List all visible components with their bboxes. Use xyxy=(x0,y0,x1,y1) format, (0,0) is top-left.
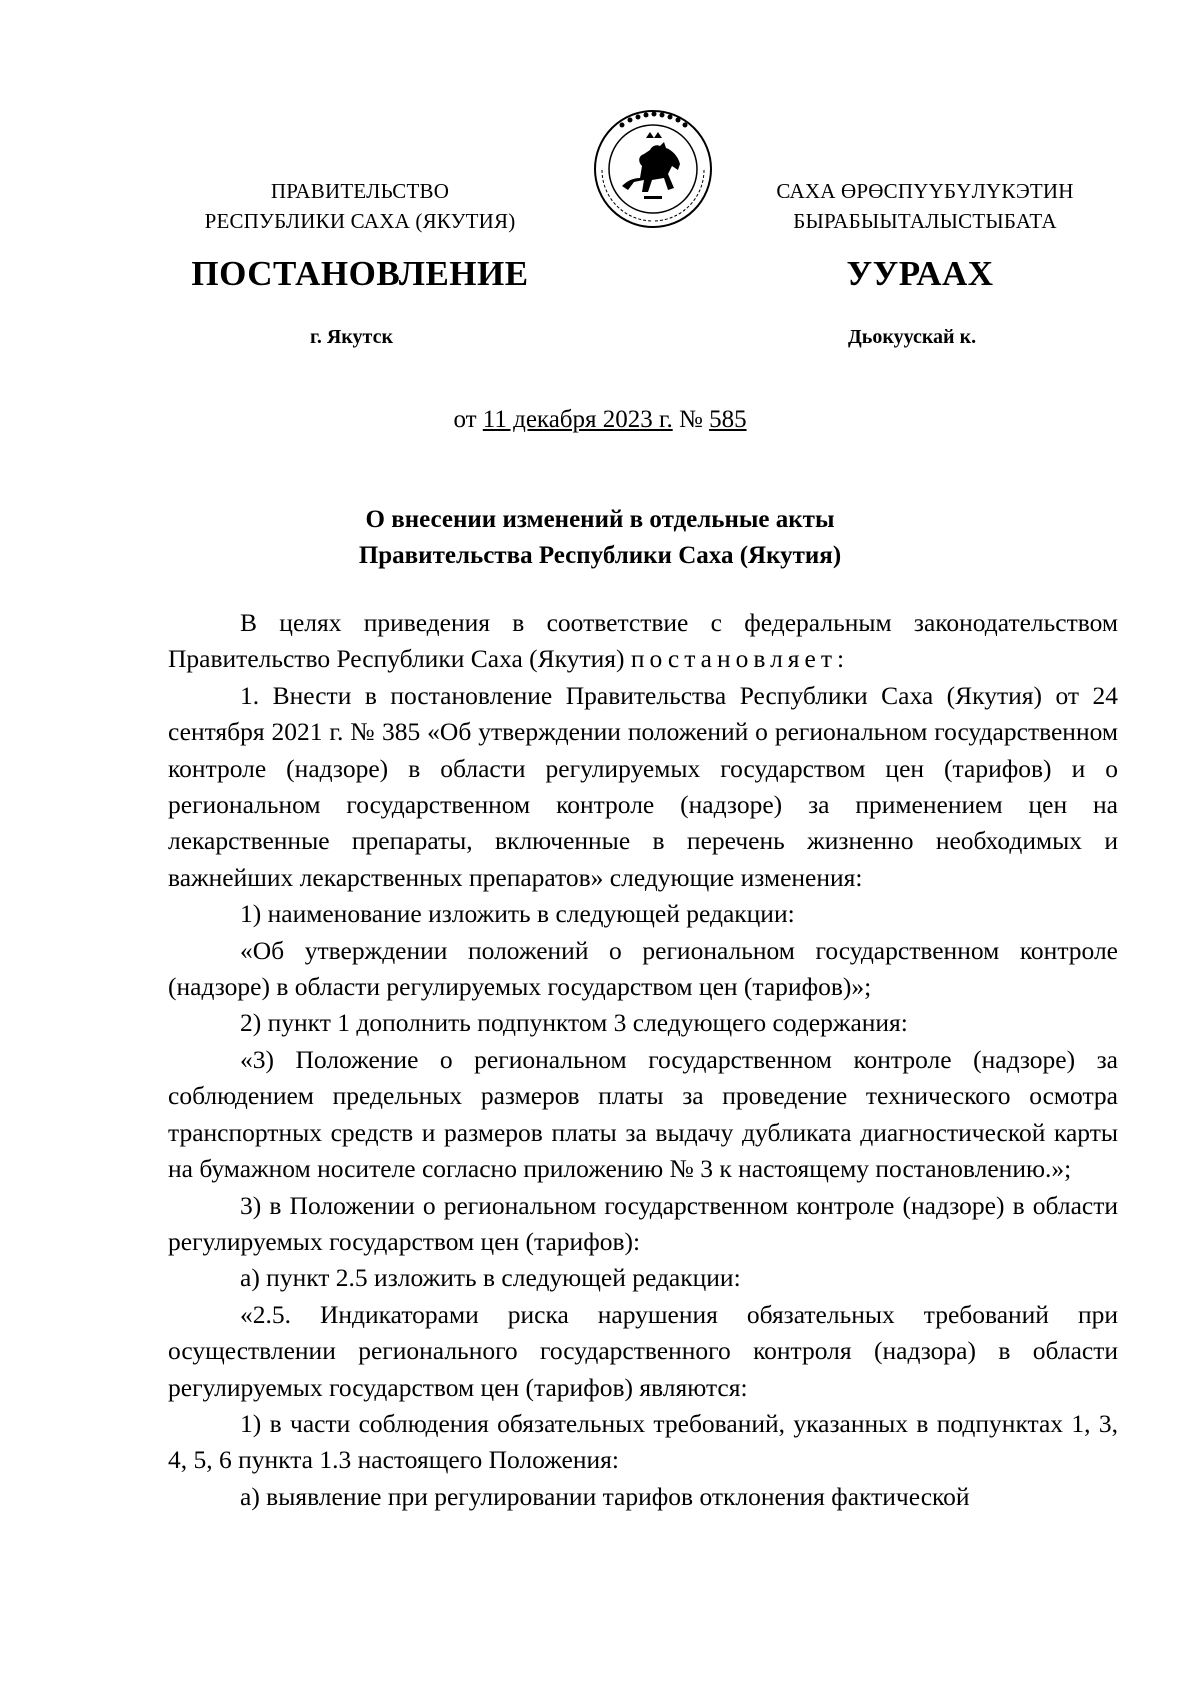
document-date: 11 декабря 2023 г. xyxy=(482,406,673,433)
document-body xyxy=(168,605,1118,1515)
header-right-line1: САХА ӨРӨСПҮҮБҮЛҮКЭТИН xyxy=(776,179,1074,203)
paragraph-preamble-text: В целях приведения в соответствие с федеральным законодательством Правительство Республики Саха (Якутия) xyxy=(168,608,1118,674)
paragraph-2-5-1: 1) в части соблюдения обязательных требований, указанных в подпунктах 1, 3, 4, 5, 6 пункта 1.3 настоящего Положения: xyxy=(168,1408,1118,1475)
doc-type-title-ru: ПОСТАНОВЛЕНИЕ xyxy=(191,254,529,293)
doc-type-title-sah: УУРААХ xyxy=(846,254,994,293)
paragraph-preamble xyxy=(168,605,1118,678)
header-left-line2: РЕСПУБЛИКИ САХА (ЯКУТИЯ) xyxy=(204,209,516,233)
document-title-line1: О внесении изменений в отдельные акты xyxy=(365,506,835,533)
header-left xyxy=(170,176,550,236)
document-title xyxy=(0,502,1200,574)
city-ru: г. Якутск xyxy=(310,326,393,348)
header-right-line2: БЫРАБЫЫТАЛЫСТЫБАТА xyxy=(793,209,1057,233)
header-left-line1: ПРАВИТЕЛЬСТВО xyxy=(270,179,450,203)
city-sah: Дьокуускай к. xyxy=(848,326,977,348)
document-title-line2: Правительства Республики Саха (Якутия) xyxy=(358,542,842,569)
paragraph-1: 1. Внести в постановление Правительства Республики Саха (Якутия) от 24 сентября 2021 г. № 385 «Об утверждении положений о региональном государственном контроле (надзоре) в области регулируемых государством цен (тарифов) и о региональном государственном контроле (надзоре) за применением цен на лекарственные препараты, включенные в перечень жизненно необходимых и важнейших лекарственных препаратов» следующие изменения: xyxy=(168,680,1118,892)
date-prefix: от xyxy=(453,406,483,433)
paragraph-quote-2-5: «2.5. Индикаторами риска нарушения обязательных требований при осуществлении регионального государственного контроля (надзора) в области регулируемых государством цен (тарифов) являются: xyxy=(168,1299,1118,1402)
number-prefix: № xyxy=(672,406,710,433)
paragraph-1-3: 3) в Положении о региональном государственном контроле (надзоре) в области регулируемых государством цен (тарифов): xyxy=(168,1190,1118,1256)
paragraph-quote-name: «Об утверждении положений о региональном государственном контроле (надзоре) в области регулируемых государством цен (тарифов)»; xyxy=(168,935,1118,1002)
paragraph-1-1: 1) наименование изложить в следующей редакции: xyxy=(240,899,795,929)
paragraph-quote-3: «3) Положение о региональном государственном контроле (надзоре) за соблюдением предельных размеров платы за проведение технического осмотра транспортных средств и размеров платы за выдачу дубликата диагностической карты на бумажном носителе согласно приложению № 3 к настоящему постановлению.»; xyxy=(168,1044,1118,1184)
paragraph-1-2: 2) пункт 1 дополнить подпунктом 3 следующего содержания: xyxy=(240,1008,908,1038)
coat-of-arms-emblem-icon xyxy=(592,108,714,230)
paragraph-a: а) пункт 2.5 изложить в следующей редакции: xyxy=(240,1263,741,1293)
resolves-word: постановляет: xyxy=(630,644,850,674)
header-right xyxy=(745,176,1105,236)
date-number-line xyxy=(0,404,1200,436)
paragraph-2-5-1-a: а) выявление при регулировании тарифов отклонения фактической xyxy=(240,1481,970,1511)
document-number: 585 xyxy=(709,406,747,433)
